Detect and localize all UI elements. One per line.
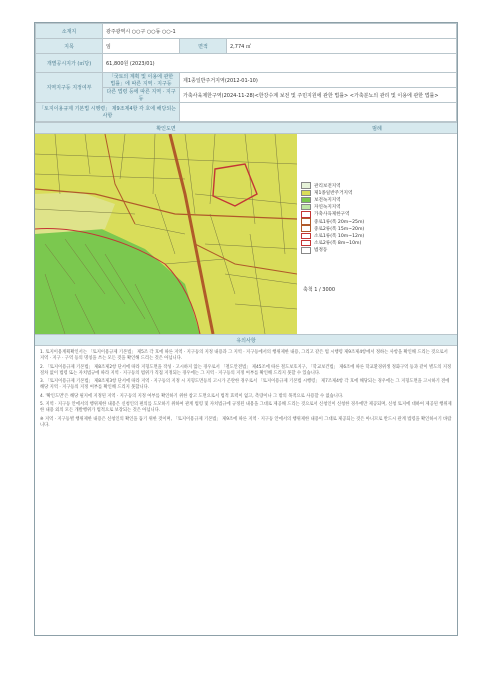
legend-swatch — [301, 204, 311, 211]
note-item: 4. '확인도면'은 해당 필지에 지정된 지역 · 지구등의 지정 여부를 확인하기 위한 참고 도면으로서 법적 효력이 없고, 측량이나 그 밖의 목적으로 사용할 수 없습니다. — [40, 393, 344, 399]
legend-item — [301, 247, 364, 254]
note-item: 2. 「토지이용규제 기본법」 제8조제2항 단서에 따라 지형도면을 작성 · 고시하지 않는 경우로서 「철도안전법」 제45조에 따른 철도보호지구, 「학교보건법」 제6조에 따른 학교환경위생 정화구역 등과 같이 별도의 지정 절차 없이 법령 또는 자치법규에 따라 지역 · 지구등의 범위가 직접 지정되는 경우에는 그 지역 · 지구등의 지정 여부를 확인해 드리지 못할 수 있습니다. — [40, 364, 452, 376]
legend-swatch — [301, 225, 311, 232]
legend-item — [301, 211, 364, 218]
price-label: 개별공시지가 (㎡당) — [36, 54, 103, 73]
zoning-sub2-value: 가축사육제한구역(2024-11-28)<한강수계 보전 및 주민지원에 관한 법률> <가축분뇨의 관리 및 이용에 관한 법률> — [180, 88, 457, 103]
legend-item — [301, 204, 364, 211]
legend-swatch — [301, 233, 311, 240]
legend-swatch — [301, 211, 311, 218]
zoning-sub2-label: 다른 법령 등에 따른 지역 · 지구등 — [103, 88, 180, 103]
legend-title: 범례 — [372, 125, 382, 132]
legend-item — [301, 196, 364, 203]
legend-label: 가축사육제한구역 — [314, 212, 350, 218]
note-item: 1. 토지이용계획확인서는 「토지이용규제 기본법」 제5조 각 호에 따른 지역 · 지구등의 지정 내용과 그 지역 · 지구등에서의 행위제한 내용, 그리고 같은 법 시행령 제9조제4항에서 정하는 사항을 확인해 드리는 것으로서 지역 · 지구 · 구역 등의 명칭을 쓰는 모든 것을 확인해 드리는 것은 아닙니다. — [40, 350, 448, 362]
map-title: 확인도면 — [156, 125, 176, 132]
regulation-value — [180, 103, 457, 122]
jibun-label: 지목 — [36, 39, 103, 54]
legend-item — [301, 189, 364, 196]
legend-item — [301, 218, 364, 225]
legend-label: 관리보전지역 — [314, 183, 341, 189]
legend-label: 중로1류(폭 20m~25m) — [314, 219, 365, 225]
legend-label: 중로2류(폭 15m~20m) — [314, 226, 365, 232]
legend-swatch — [301, 240, 311, 247]
note-item: 5. 지역 · 지구등 안에서의 행위제한 내용은 신청인의 편의를 도모하기 위하여 관계 법령 및 자치법규에 규정된 내용을 그대로 제공해 드리는 것으로서 신청인이 신청한 경우에만 제공되며, 신청 토지에 대하여 제공된 행위제한 내용 외의 모든 개발행위가 법적으로 보장되는 것은 아닙니다. — [40, 402, 452, 414]
zoning-label: 지역지구등 지정여부 — [36, 73, 103, 103]
regulation-label: 「토지이용규제 기본법 시행령」 제9조제4항 각 호에 해당되는 사항 — [36, 103, 180, 122]
notes-body — [35, 346, 457, 435]
legend-label: 제1종일반주거지역 — [314, 190, 353, 196]
legend-label: 보전녹지지역 — [314, 197, 341, 203]
jibun-value: 임 — [103, 39, 180, 54]
area-label: 면적 — [180, 39, 227, 54]
legend-item — [301, 232, 364, 239]
map-scale: 축척 1 / 3000 — [303, 287, 336, 293]
legend-item — [301, 225, 364, 232]
notes-title: 유의사항 — [35, 335, 457, 346]
zoning-sub1-label: 「국토의 계획 및 이용에 관한 법률」에 따른 지역 · 지구등 — [103, 73, 180, 88]
legend-label: 소로2류(폭 8m~10m) — [314, 241, 362, 247]
map-header — [35, 122, 457, 134]
legend-swatch — [301, 182, 311, 189]
legend — [301, 182, 364, 254]
note-item: ※ 지역 · 지구등별 행위제한 내용은 신청인의 확인을 돕기 위한 것이며, 「토지이용규제 기본법」 제9조에 따른 지역 · 지구등 안에서의 행위제한 내용이 그대로 제공되는 것은 아니므로 반드시 관계 법령을 확인하시기 바랍니다. — [40, 416, 452, 428]
legend-swatch — [301, 247, 311, 254]
legend-item — [301, 182, 364, 189]
note-item: 3. 「토지이용규제 기본법」 제8조제3항 단서에 따라 지역 · 지구등의 지정 시 지형도면등의 고시가 곤란한 경우로서 「토지이용규제 기본법 시행령」 제7조제4항 각 호에 해당되는 경우에는 그 지형도면을 고시하기 전에 해당 지역 · 지구등의 지정 여부를 확인해 드리지 못합니다. — [40, 379, 450, 391]
legend-swatch — [301, 190, 311, 197]
area-value: 2,774 ㎡ — [227, 39, 457, 54]
price-value: 61,800원 (2023/01) — [103, 54, 457, 73]
zoning-sub1-value: 제1종일반주거지역(2012-01-10) — [180, 73, 457, 88]
legend-swatch — [301, 218, 311, 225]
location-label: 소재지 — [36, 24, 103, 39]
legend-label: 자연녹지지역 — [314, 205, 341, 211]
location-value: 광주광역시 ○○구 ○○동 ○○-1 — [103, 24, 457, 39]
legend-swatch — [301, 197, 311, 204]
legend-label: 법정동 — [314, 248, 328, 254]
map-area — [35, 134, 457, 335]
land-use-certificate — [34, 22, 458, 636]
zoning-map — [35, 134, 297, 334]
legend-label: 소로1류(폭 10m~12m) — [314, 233, 365, 239]
legend-item — [301, 240, 364, 247]
info-table — [35, 23, 457, 122]
